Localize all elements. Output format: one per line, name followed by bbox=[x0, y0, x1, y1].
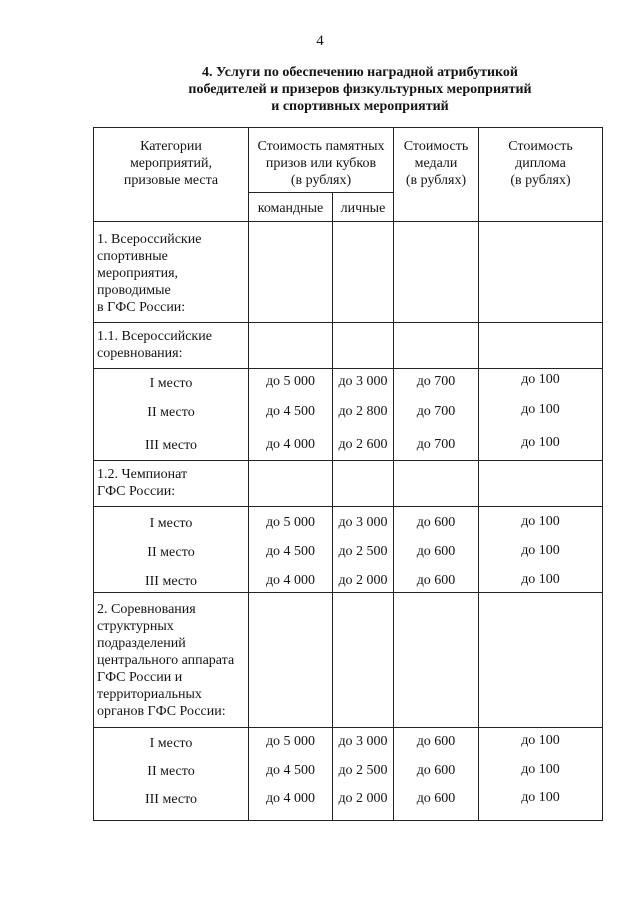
medal-cell: до 600 bbox=[416, 763, 456, 778]
section-title-line: органов ГФС России: bbox=[97, 704, 226, 719]
header-line: Стоимость bbox=[508, 139, 573, 154]
personal-prize-cell: до 2 000 bbox=[338, 791, 388, 806]
medal-cell: до 600 bbox=[416, 573, 456, 588]
header-category bbox=[94, 138, 248, 189]
personal-prize-cell: до 2 500 bbox=[338, 544, 388, 559]
header-medal bbox=[394, 138, 478, 189]
header-line: медали bbox=[414, 156, 458, 171]
header-line: Стоимость bbox=[403, 139, 469, 154]
table-rule bbox=[93, 820, 603, 821]
section-title-line: соревнования: bbox=[97, 346, 183, 361]
table-rule bbox=[332, 192, 333, 821]
heading-line: победителей и призеров физкультурных мероприятий bbox=[188, 82, 532, 97]
heading-line: 4. Услуги по обеспечению наградной атрибутикой bbox=[202, 65, 518, 80]
section-title-line: 2. Соревнования bbox=[97, 602, 196, 617]
medal-cell: до 600 bbox=[416, 515, 456, 530]
section-title-line: проводимые bbox=[97, 283, 171, 298]
section-title-line: в ГФС России: bbox=[97, 300, 186, 315]
place-cell: I место bbox=[149, 736, 193, 751]
page-number: 4 bbox=[316, 33, 324, 49]
team-prize-cell: до 5 000 bbox=[265, 374, 316, 389]
personal-prize-cell: до 2 500 bbox=[338, 763, 388, 778]
table-rule bbox=[93, 592, 603, 593]
header-prizes bbox=[249, 138, 393, 189]
team-prize-cell: до 4 000 bbox=[265, 437, 316, 452]
diploma-cell: до 100 bbox=[521, 402, 560, 417]
diploma-cell: до 100 bbox=[521, 372, 560, 387]
section-title bbox=[97, 328, 212, 362]
table-rule bbox=[93, 460, 603, 461]
place-cell: I место bbox=[149, 516, 193, 531]
header-line: (в рублях) bbox=[510, 173, 571, 188]
diploma-cell: до 100 bbox=[521, 733, 560, 748]
medal-cell: до 700 bbox=[416, 374, 456, 389]
table-rule bbox=[93, 727, 603, 728]
table-rule bbox=[93, 506, 603, 507]
diploma-cell: до 100 bbox=[521, 435, 560, 450]
place-cell: III место bbox=[144, 438, 198, 453]
section-title-line: центрального аппарата bbox=[97, 653, 235, 668]
section-title bbox=[97, 466, 187, 500]
table-rule bbox=[393, 127, 394, 821]
header-line: Категории bbox=[140, 139, 202, 154]
place-cell: II место bbox=[147, 405, 195, 420]
table-rule bbox=[93, 322, 603, 323]
section-title-line: 1.2. Чемпионат bbox=[97, 467, 188, 482]
section-title-line: мероприятия, bbox=[97, 266, 179, 281]
team-prize-cell: до 4 000 bbox=[265, 791, 316, 806]
table-rule bbox=[478, 127, 479, 821]
header-line: призов или кубков bbox=[265, 156, 377, 171]
section-title-line: 1.1. Всероссийские bbox=[97, 329, 212, 344]
team-prize-cell: до 5 000 bbox=[265, 734, 316, 749]
personal-prize-cell: до 2 800 bbox=[338, 404, 388, 419]
team-prize-cell: до 4 500 bbox=[265, 763, 316, 778]
section-title bbox=[97, 601, 234, 720]
header-line: (в рублях) bbox=[405, 173, 467, 188]
section-title-line: 1. Всероссийские bbox=[97, 232, 202, 247]
place-cell: III место bbox=[144, 574, 198, 589]
header-line: (в рублях) bbox=[290, 173, 352, 188]
team-prize-cell: до 4 000 bbox=[265, 573, 316, 588]
header-line: диплома bbox=[515, 156, 566, 171]
section-title-line: подразделений bbox=[97, 636, 186, 651]
personal-prize-cell: до 2 600 bbox=[338, 437, 388, 452]
header-line: мероприятий, bbox=[129, 156, 213, 171]
section-title-line: структурных bbox=[97, 619, 174, 634]
heading-line: и спортивных мероприятий bbox=[271, 99, 449, 114]
table-rule bbox=[602, 127, 603, 821]
team-prize-cell: до 5 000 bbox=[265, 515, 316, 530]
section-title-line: ГФС России: bbox=[97, 484, 176, 499]
header-prizes-personal: личные bbox=[340, 201, 386, 216]
diploma-cell: до 100 bbox=[521, 790, 560, 805]
header-diploma bbox=[479, 138, 602, 189]
place-cell: I место bbox=[149, 376, 193, 391]
header-line: призовые места bbox=[123, 173, 219, 188]
header-prizes-team: командные bbox=[257, 201, 324, 216]
diploma-cell: до 100 bbox=[521, 762, 560, 777]
section-title-line: ГФС России и bbox=[97, 670, 183, 685]
section-title bbox=[97, 231, 201, 316]
table-rule bbox=[93, 221, 603, 222]
personal-prize-cell: до 3 000 bbox=[338, 734, 388, 749]
team-prize-cell: до 4 500 bbox=[265, 404, 316, 419]
table-rule bbox=[248, 127, 249, 821]
table-rule bbox=[93, 127, 603, 128]
place-cell: II место bbox=[147, 545, 195, 560]
medal-cell: до 600 bbox=[416, 791, 456, 806]
diploma-cell: до 100 bbox=[521, 543, 560, 558]
diploma-cell: до 100 bbox=[521, 514, 560, 529]
personal-prize-cell: до 3 000 bbox=[338, 374, 388, 389]
table-rule bbox=[93, 368, 603, 369]
diploma-cell: до 100 bbox=[521, 572, 560, 587]
table-rule bbox=[248, 192, 393, 193]
header-line: Стоимость памятных bbox=[257, 139, 385, 154]
medal-cell: до 600 bbox=[416, 734, 456, 749]
team-prize-cell: до 4 500 bbox=[265, 544, 316, 559]
personal-prize-cell: до 3 000 bbox=[338, 515, 388, 530]
section-title-line: территориальных bbox=[97, 687, 202, 702]
personal-prize-cell: до 2 000 bbox=[338, 573, 388, 588]
place-cell: II место bbox=[147, 764, 195, 779]
medal-cell: до 600 bbox=[416, 544, 456, 559]
medal-cell: до 700 bbox=[416, 437, 456, 452]
medal-cell: до 700 bbox=[416, 404, 456, 419]
place-cell: III место bbox=[144, 792, 198, 807]
table-rule bbox=[93, 127, 94, 821]
section-title-line: спортивные bbox=[97, 249, 168, 264]
